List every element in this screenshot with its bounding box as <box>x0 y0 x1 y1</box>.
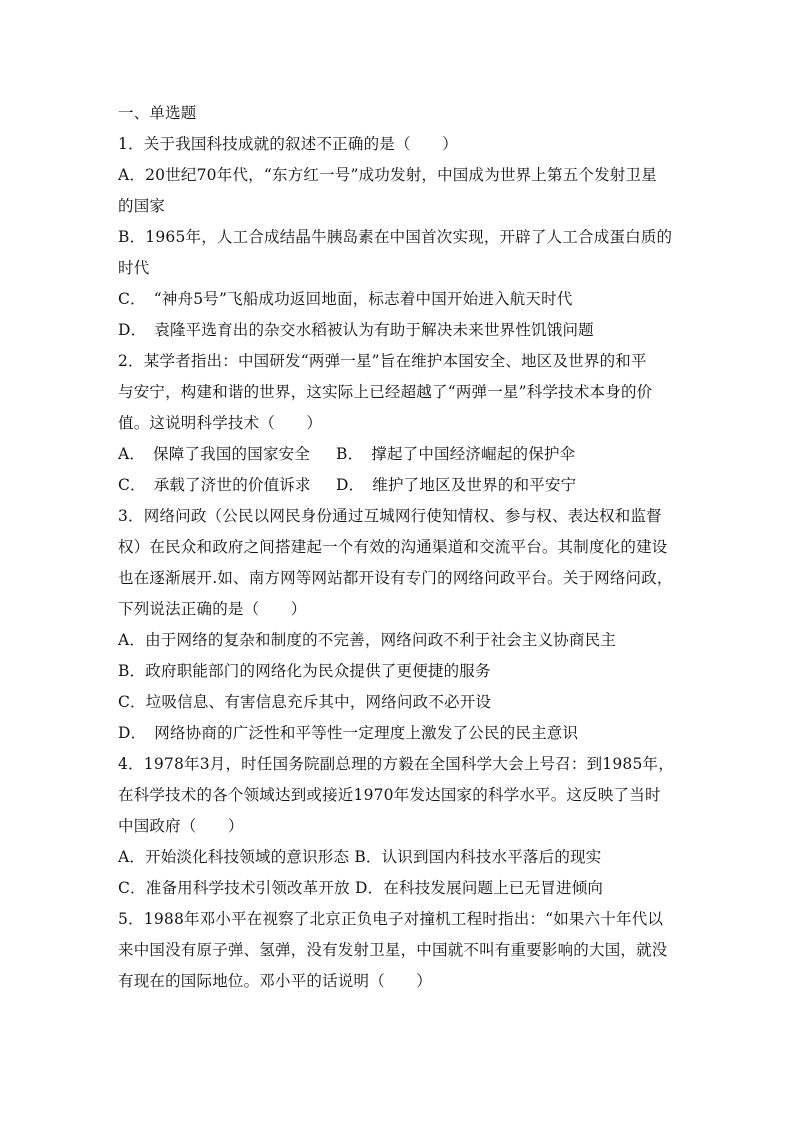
option-row-cd: C．准备用科学技术引领改革开放 D．在科技发展问题上已无冒进倾向 <box>118 879 604 897</box>
exam-page <box>118 98 678 997</box>
option-b: B．政府职能部门的网络化为民众提供了更便捷的服务 <box>118 662 491 680</box>
question-stem-line: 有现在的国际地位。邓小平的话说明（ ） <box>118 972 433 990</box>
option-a: A．由于网络的复杂和制度的不完善，网络问政不利于社会主义协商民主 <box>118 631 617 649</box>
option-row-ab: A．开始淡化科技领域的意识形态 B．认识到国内科技水平落后的现实 <box>118 848 602 866</box>
question-stem-line: 1．关于我国科技成就的叙述不正确的是（ ） <box>118 135 458 153</box>
option-c: C． 承载了济世的价值诉求 <box>118 476 311 494</box>
option-b: B． 撑起了中国经济崛起的保护伞 <box>336 445 576 463</box>
option-d: D． 网络协商的广泛性和平等性一定理度上激发了公民的民主意识 <box>118 724 579 742</box>
question-stem-line: 3．网络问政（公民以网民身份通过互城网行使知情权、参与权、表达权和监督 <box>118 507 662 525</box>
option-b-line-1: B．1965年，人工合成结晶牛胰岛素在中国首次实现，开辟了人工合成蛋白质的 <box>118 228 673 246</box>
question-2 <box>118 346 678 501</box>
option-b-line-2: 时代 <box>118 259 150 277</box>
question-stem-line: 下列说法正确的是（ ） <box>118 600 307 618</box>
question-stem-line: 中国政府（ ） <box>118 817 244 835</box>
question-stem-line: 5．1988年邓小平在视察了北京正负电子对撞机工程时指出：“如果六十年代以 <box>118 910 664 928</box>
question-stem-line: 2．某学者指出：中国研发“两弹一星”旨在维护本国安全、地区及世界的和平 <box>118 352 647 370</box>
option-row-cd <box>118 470 678 501</box>
option-c: C． “神舟5号”飞船成功返回地面，标志着中国开始进入航天时代 <box>118 290 573 308</box>
option-row-ab <box>118 439 678 470</box>
question-1 <box>118 129 678 346</box>
option-d: D． 袁隆平选育出的杂交水稻被认为有助于解决未来世界性饥饿问题 <box>118 321 594 339</box>
question-stem-line: 权）在民众和政府之间搭建起一个有效的沟通渠道和交流平台。其制度化的建设 <box>118 538 668 556</box>
question-5 <box>118 904 678 997</box>
question-stem-line: 在科学技术的各个领域达到或接近1970年发达国家的科学水平。这反映了当时 <box>118 786 661 804</box>
question-stem-line: 值。这说明科学技术（ ） <box>118 414 323 432</box>
question-stem-line: 也在逐渐展开.如、南方网等网站都开设有专门的网络问政平台。关于网络问政， <box>118 569 673 587</box>
option-a-line-2: 的国家 <box>118 197 166 215</box>
option-c: C．垃吸信息、有害信息充斥其中，网络问政不必开设 <box>118 693 492 711</box>
option-d: D． 维护了地区及世界的和平安宁 <box>336 476 577 494</box>
question-stem-line: 4．1978年3月，时任国务院副总理的方毅在全国科学大会上号召：到1985年， <box>118 755 674 773</box>
section-title: 一、单选题 <box>118 104 197 122</box>
option-a: A． 保障了我国的国家安全 <box>118 445 311 463</box>
question-3 <box>118 501 678 749</box>
question-stem-line: 与安宁，构建和谐的世界，这实际上已经超越了“两弹一星”科学技术本身的价 <box>118 383 653 401</box>
question-4 <box>118 749 678 904</box>
option-a-line-1: A．20世纪70年代，“东方红一号”成功发射，中国成为世界上第五个发射卫星 <box>118 166 657 184</box>
question-stem-line: 来中国没有原子弹、氢弹，没有发射卫星，中国就不叫有重要影响的大国，就没 <box>118 941 668 959</box>
